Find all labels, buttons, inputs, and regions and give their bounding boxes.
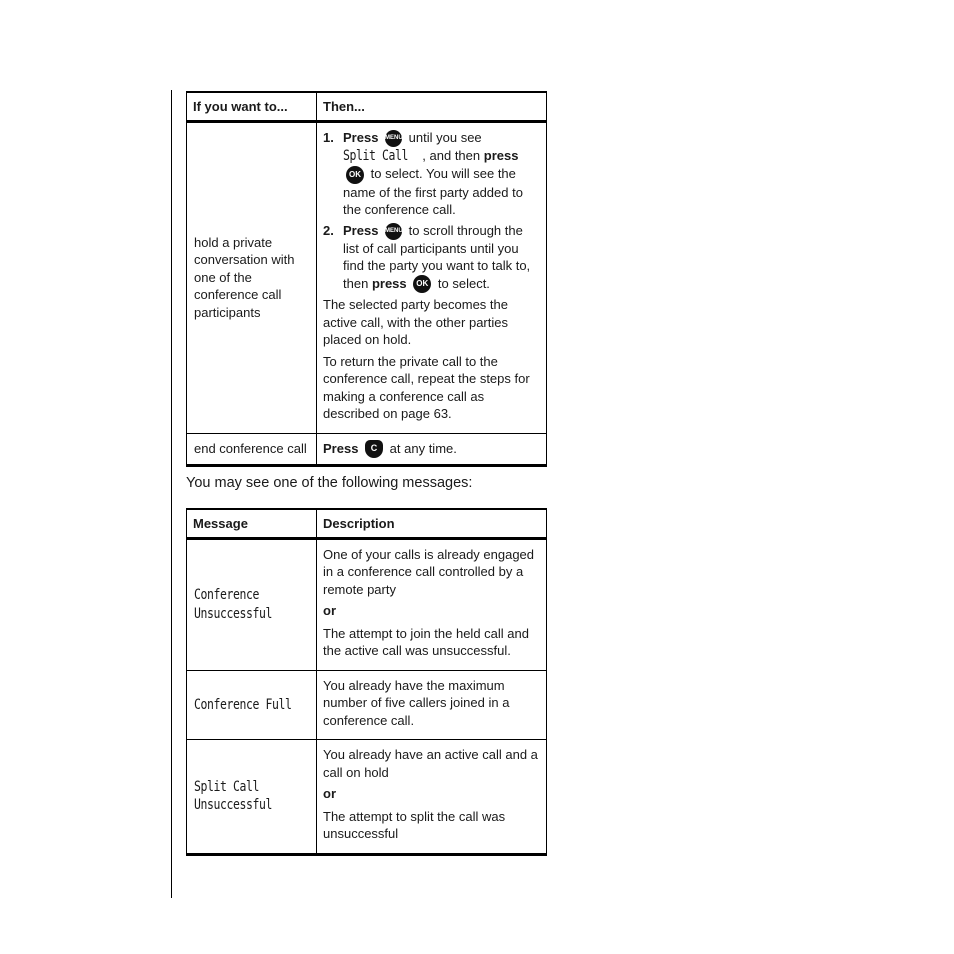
display-message: Conference Full: [194, 696, 292, 713]
action-cell: end conference call: [187, 433, 317, 466]
step-text: to select.: [437, 275, 490, 291]
action-cell: hold a private conversation with one of the conference call participants: [187, 121, 317, 433]
step-text: until you see: [408, 129, 482, 145]
press-label: press: [371, 275, 407, 291]
step-text: to select. You will see the name of the first party added to the conference call.: [343, 166, 523, 218]
table-row: [187, 740, 547, 855]
table-row: [187, 670, 547, 740]
header-description: Description: [317, 509, 547, 538]
display-message: Conference: [194, 587, 260, 603]
menu-key-icon: MENU: [385, 130, 402, 147]
messages-table: [186, 508, 547, 856]
message-cell: [187, 740, 317, 855]
description-cell: [317, 538, 547, 670]
step-text: , and then: [422, 147, 481, 163]
description-cell: [317, 740, 547, 855]
message-cell: [187, 538, 317, 670]
display-message: Unsuccessful: [194, 797, 273, 814]
display-message: Unsuccessful: [194, 605, 273, 622]
margin-rule: [171, 90, 172, 898]
step-number: 1.: [323, 129, 334, 145]
description-text: You already have the maximum number of five callers joined in a conference call.: [323, 677, 510, 728]
description-text: You already have an active call and a call on hold: [323, 747, 538, 780]
display-message: Split Call: [194, 778, 260, 795]
table-header-row: [187, 92, 547, 121]
ok-key-icon: OK: [346, 166, 364, 184]
step-1: [323, 129, 540, 219]
or-separator: or: [323, 603, 336, 618]
step-text: at any time.: [389, 440, 457, 456]
header-then: Then...: [317, 92, 547, 121]
actions-table: [186, 91, 547, 467]
step-2: [323, 222, 540, 294]
header-if-you-want-to: If you want to...: [187, 92, 317, 121]
press-label: Press: [343, 129, 379, 145]
instructions-cell: [317, 121, 547, 433]
header-message: Message: [187, 509, 317, 538]
description-text: The attempt to split the call was unsuccessful: [323, 808, 506, 841]
message-cell: [187, 670, 317, 740]
step-text: to scroll through the list of call participants until you find the party you want to talk to, then: [343, 222, 531, 291]
step-number: 2.: [323, 222, 334, 238]
description-cell: [317, 670, 547, 740]
or-separator: or: [323, 786, 336, 801]
press-label: Press: [323, 440, 359, 456]
menu-key-icon: MENU: [385, 223, 402, 240]
ok-key-icon: OK: [413, 275, 431, 293]
press-label: Press: [343, 222, 379, 238]
note-paragraph: To return the private call to the conference call, repeat the steps for making a conference call as described on page 63.: [323, 353, 530, 422]
table-header-row: [187, 509, 547, 538]
steps-list: [323, 129, 540, 294]
press-label: press: [483, 147, 519, 163]
intro-text: You may see one of the following messages:: [186, 475, 473, 491]
description-text: One of your calls is already engaged in a conference call controlled by a remote party: [323, 546, 535, 597]
clear-key-icon: C: [365, 440, 383, 458]
note-paragraph: The selected party becomes the active call, with the other parties placed on hold.: [323, 297, 508, 348]
table-row: [187, 433, 547, 466]
table-row: [187, 121, 547, 433]
description-text: The attempt to join the held call and the active call was unsuccessful.: [323, 625, 529, 658]
table-row: [187, 538, 547, 670]
display-text-split-call: Split Call: [343, 147, 409, 164]
instructions-cell: [317, 433, 547, 466]
